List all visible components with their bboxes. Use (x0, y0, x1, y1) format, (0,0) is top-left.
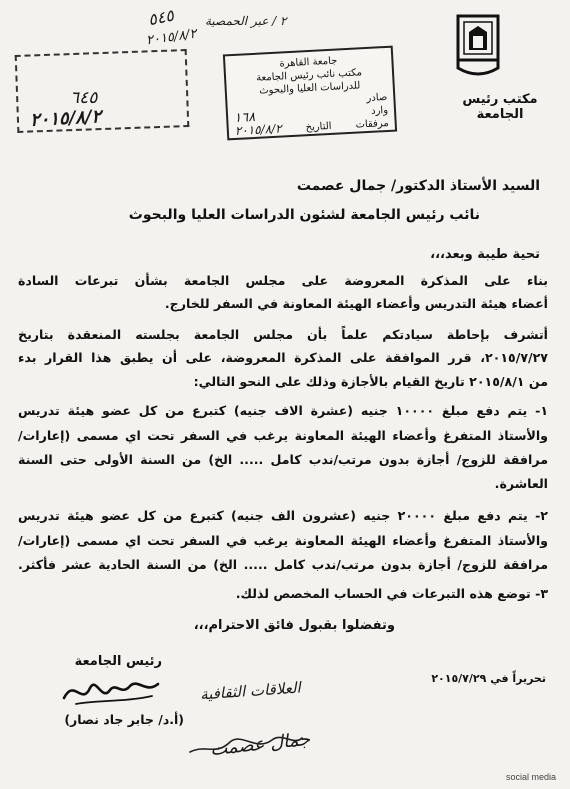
office-title: مكتب رئيس الجامعة (462, 92, 538, 122)
registration-date: ٢٠١٥/٨/٢ (29, 106, 102, 131)
item1-line3: مرافقة للزوج/ أجازة بدون مرتب/ندب كامل ..... الخ) من السنة الأولى حتى السنة (18, 452, 548, 467)
registration-number: ٦٤٥ (70, 88, 98, 108)
incoming-stamp (223, 46, 397, 141)
top-note: ٢ / عبر الحمصية (205, 14, 287, 28)
handwritten-note-cultural-relations: العلاقات الثقافية (199, 678, 302, 704)
paragraph2-line1: أتشرف بإحاطة سيادتكم علماً بأن مجلس الجامعة بجلسته المنعقدة بتاريخ (18, 327, 548, 342)
paragraph1-line1: بناء على المذكرة المعروضة على مجلس الجامعة بشأن تبرعات السادة (18, 273, 548, 288)
closing: وتفضلوا بقبول فائق الاحترام،،، (193, 618, 395, 633)
item1-line4: العاشرة. (494, 476, 548, 491)
written-on-date: تحريراً في ٢٠١٥/٧/٢٩ (431, 672, 546, 685)
recipient-title: نائب رئيس الجامعة لشئون الدراسات العليا والبحوث (128, 207, 480, 223)
president-signature-icon (56, 672, 166, 712)
item2-line2: والأستاذ المتفرغ وأعضاء الهيئة المعاونة يرغب في السفر تحت اي مسمى (إعارات/ (18, 533, 548, 548)
greeting: تحية طيبة وبعد،،، (430, 247, 540, 262)
item3: ٣- توضع هذه التبرعات في الحساب المخصص لذلك. (235, 586, 548, 601)
stamp-date-value: ٢٠١٥/٨/٢ (234, 121, 282, 138)
recipient: السيد الأستاذ الدكتور/ جمال عصمت (296, 178, 540, 194)
handwritten-note-name: جمال عصمت (209, 728, 312, 761)
stamp-attachments-label: مرفقات (355, 117, 389, 131)
signature-title: رئيس الجامعة (74, 654, 162, 669)
item1-line1: ١- يتم دفع مبلغ ١٠٠٠٠ جنيه (عشرة الاف جنيه) كتبرع من كل عضو هيئة تدريس (18, 403, 548, 418)
signature-name: (أ.د/ جابر جاد نصار) (64, 712, 184, 727)
stamp-incoming-number: ١٦٨ (233, 109, 256, 126)
top-number: ٥٤٥ (146, 5, 176, 30)
item2-line3: مرافقة للزوج/ أجازة بدون مرتب/ندب كامل ..... الخ) من السنة الحادية عشر فأكثر. (18, 557, 548, 572)
paragraph2-line2: ٢٠١٥/٧/٢٧، قرر الموافقة على المذكرة المعروضة، على أن يطبق هذا القرار بدء (18, 350, 548, 365)
university-logo-icon (455, 10, 501, 80)
top-date: ٢٠١٥/٨/٢ (145, 26, 198, 49)
handwritten-scribble-icon (186, 722, 306, 762)
image-credit: social media (505, 772, 556, 782)
stamp-incoming-label: وارد (370, 104, 389, 117)
stamp-line3: للدراسات العليا والبحوث (258, 80, 361, 97)
paragraph2-line3: من ٢٠١٥/٨/١ تاريخ القيام بالأجازة وذلك على النحو التالي: (193, 374, 548, 389)
item2-line1: ٢- يتم دفع مبلغ ٢٠٠٠٠ جنيه (عشرون الف جنيه) كتبرع من كل عضو هيئة تدريس (18, 508, 548, 523)
stamp-line2: مكتب نائب رئيس الجامعة (255, 67, 363, 84)
stamp-date-label: التاريخ (305, 120, 332, 134)
paragraph1-line2: أعضاء هيئة التدريس وأعضاء الهيئة المعاونة في السفر للخارج. (164, 296, 548, 311)
item1-line2: والأستاذ المتفرغ وأعضاء الهيئة المعاونة يرغب في السفر تحت اي مسمى (إعارات/ (18, 428, 548, 443)
stamp-line1: جامعة القاهرة (279, 55, 338, 70)
stamp-outgoing-label: صادر (366, 91, 388, 105)
